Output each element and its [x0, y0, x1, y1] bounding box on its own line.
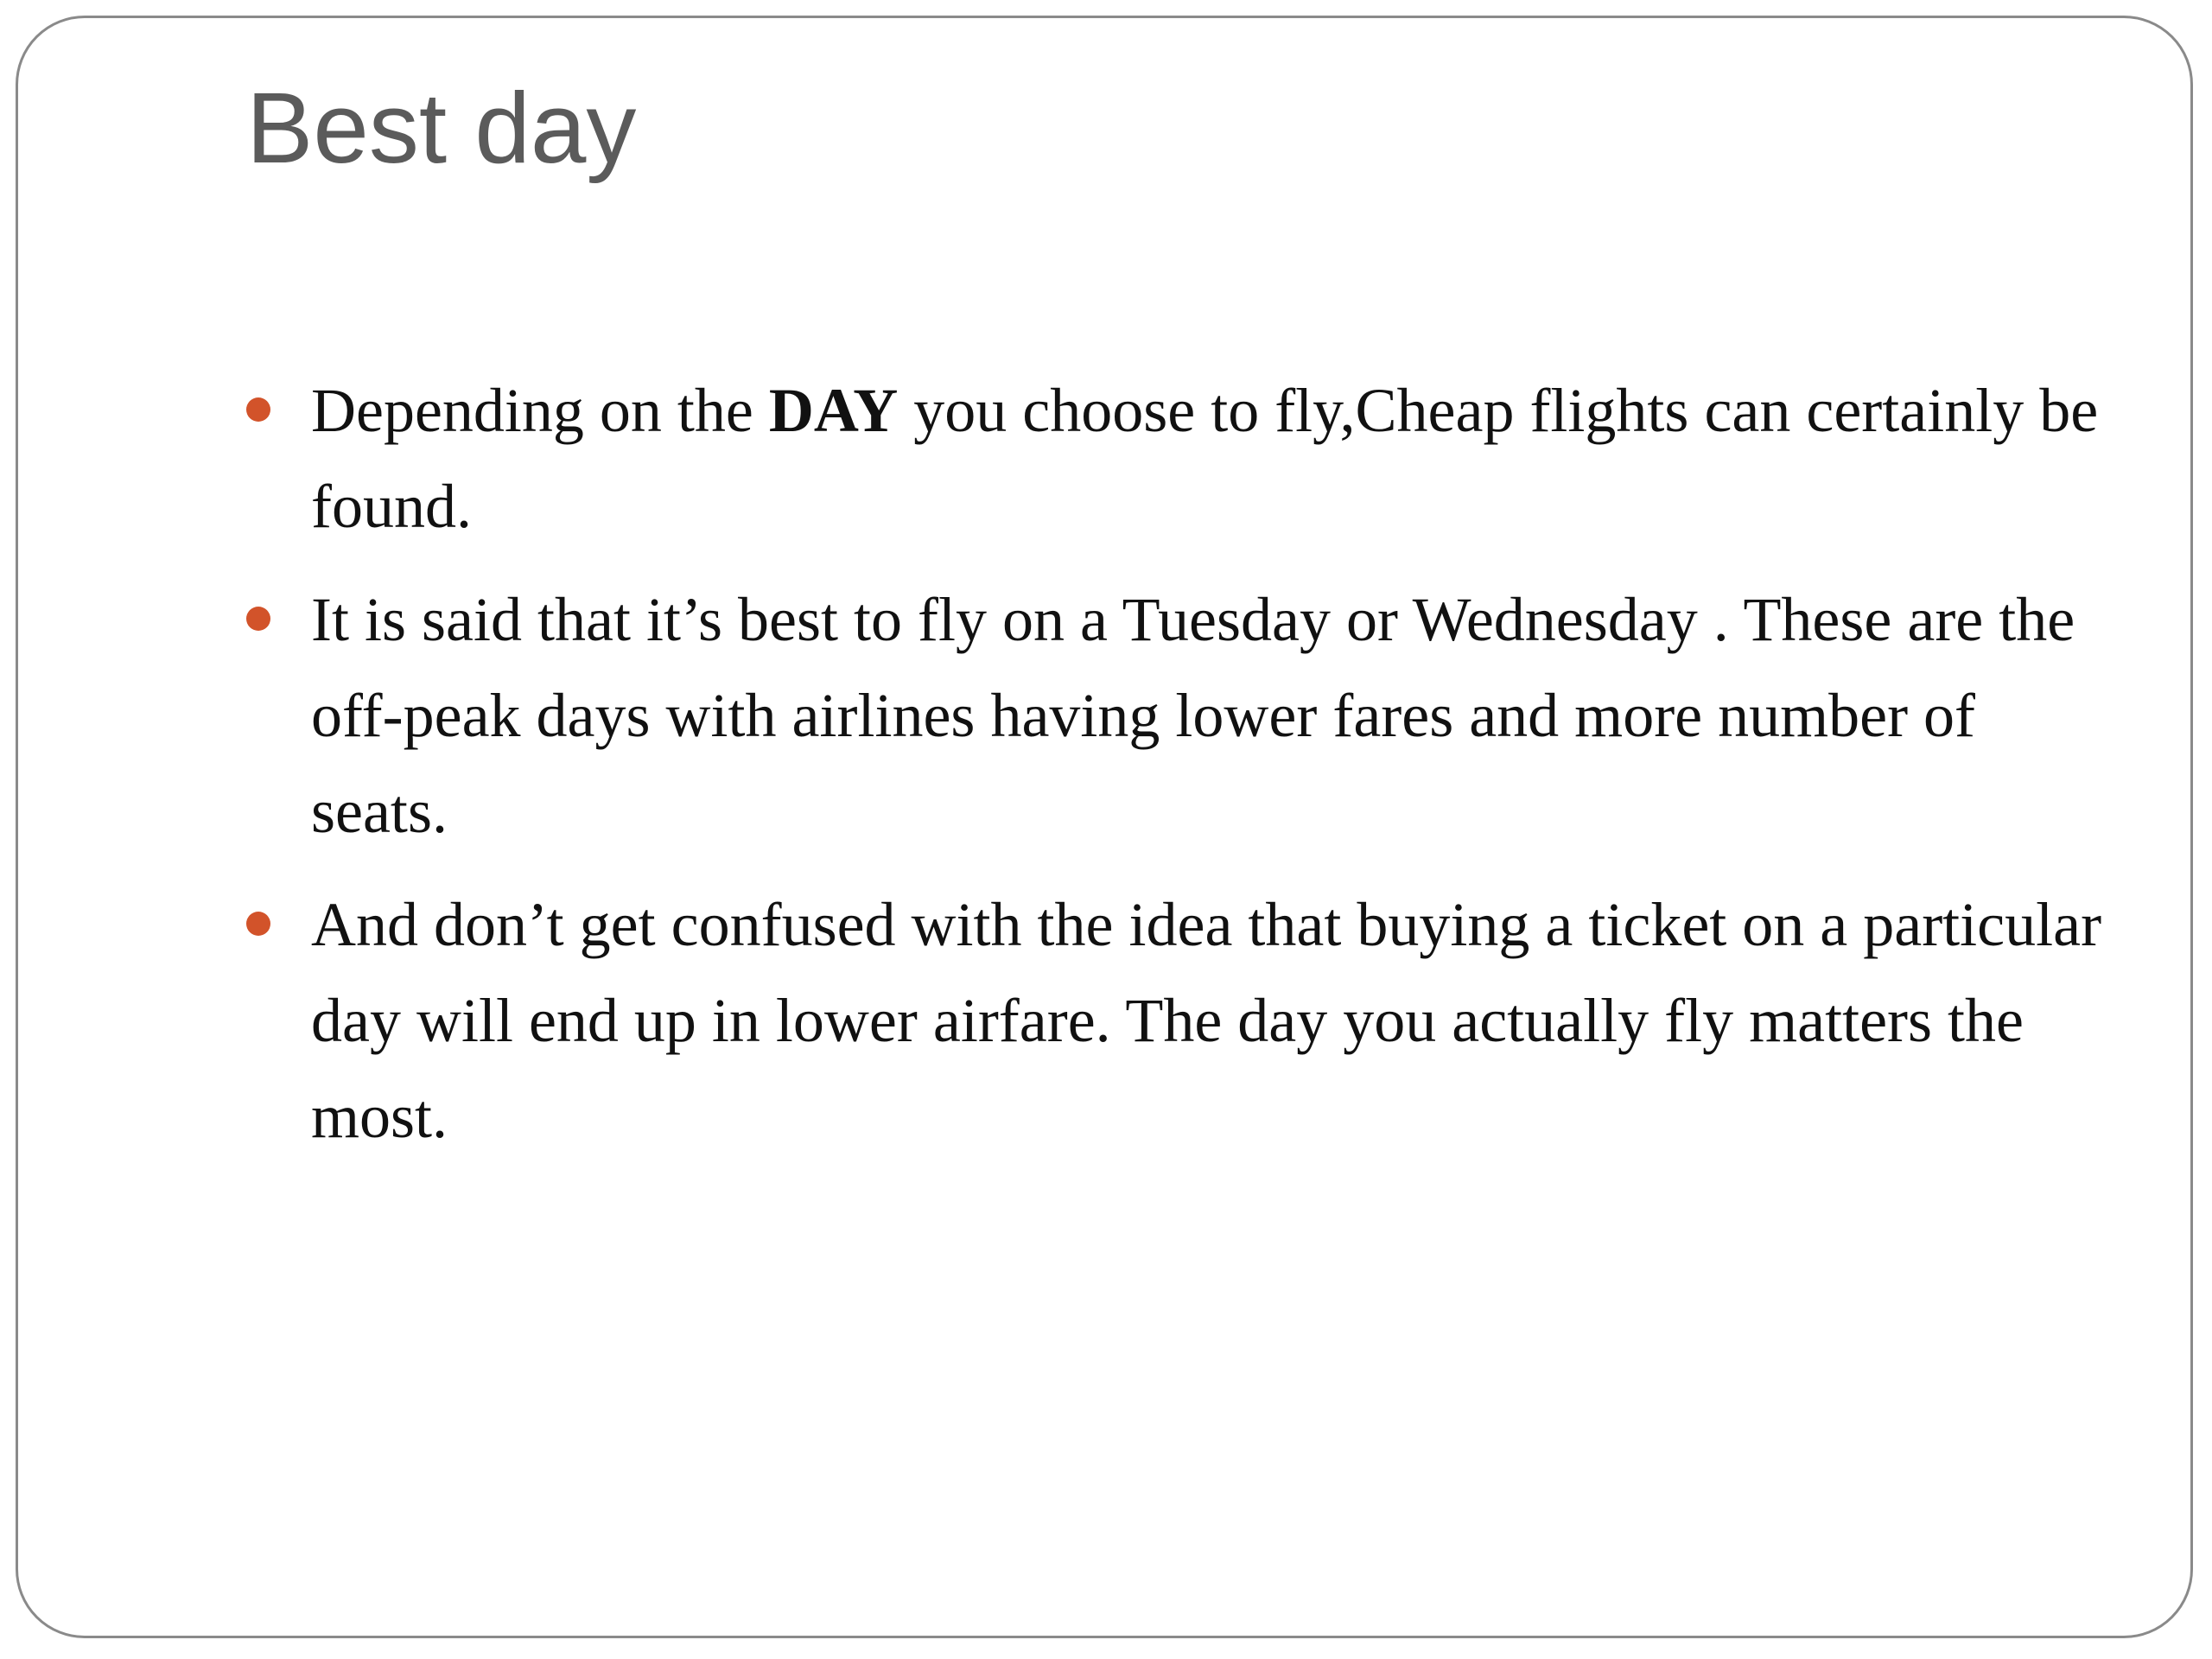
- bullet-item-off-peak: [246, 572, 2113, 860]
- bullet-item-day: [246, 363, 2113, 555]
- slide-title: Best day: [246, 72, 637, 184]
- bullet-dot-icon: [246, 397, 270, 422]
- bullet-dot-icon: [246, 912, 270, 936]
- bullet-text-emphasis: DAY: [768, 376, 899, 445]
- bullet-text: It is said that it’s best to fly on a Tuesday or Wednesday . These are the off-peak days with airlines having lower fares and more number of seats.: [311, 585, 2075, 846]
- bullet-dot-icon: [246, 607, 270, 631]
- bullet-list: [246, 363, 2113, 1182]
- bullet-text-before: Depending on the: [311, 376, 769, 445]
- bullet-text: And don’t get confused with the idea that buying a ticket on a particular day will end up in lower airfare. The day you actually fly matters the most.: [311, 890, 2102, 1151]
- bullet-item-fly-day: [246, 877, 2113, 1165]
- bullet-text-after: you choose to fly,Cheap flights can certainly be found.: [311, 376, 2099, 541]
